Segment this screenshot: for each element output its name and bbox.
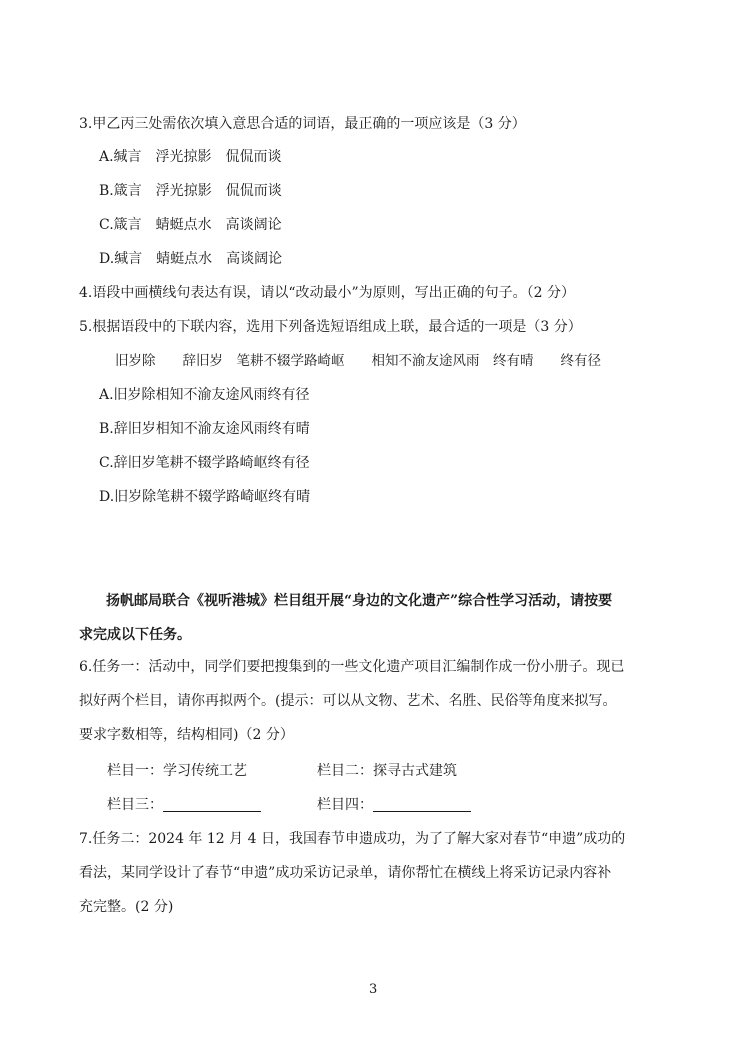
question-5-option-a: A.旧岁除相知不渝友途风雨终有径 bbox=[99, 387, 310, 403]
question-3-option-d: D.缄言 蜻蜓点水 高谈阔论 bbox=[99, 251, 283, 267]
column-4-blank[interactable] bbox=[373, 797, 471, 812]
question-5-option-c: C.辞旧岁笔耕不辍学路崎岖终有径 bbox=[99, 455, 310, 471]
question-5-option-d: D.旧岁除笔耕不辍学路崎岖终有晴 bbox=[99, 489, 311, 505]
question-3-stem: 3.甲乙丙三处需依次填入意思合适的词语，最正确的一项应该是（3 分） bbox=[79, 116, 526, 132]
question-5-candidate-phrases: 旧岁除 辞旧岁 笔耕不辍学路崎岖 相知不渝友途风雨 终有晴 终有径 bbox=[115, 353, 601, 369]
question-3-option-b: B.箴言 浮光掠影 侃侃而谈 bbox=[99, 183, 282, 199]
column-4-label: 栏目四： bbox=[317, 797, 373, 813]
activity-intro-line-1: 扬帆邮局联合《视听港城》栏目组开展“身边的文化遗产”综合性学习活动，请按要 bbox=[106, 593, 613, 609]
question-4-stem: 4.语段中画横线句表达有误，请以“改动最小”为原则，写出正确的句子。（2 分） bbox=[79, 285, 576, 301]
question-6-line-3: 要求字数相等，结构相同)（2 分） bbox=[79, 727, 294, 743]
question-3-option-a: A.缄言 浮光掠影 侃侃而谈 bbox=[99, 149, 282, 165]
question-7-line-1: 7.任务二：2024 年 12 月 4 日，我国春节申遗成功，为了了解大家对春节“申遗”成功的 bbox=[79, 831, 626, 847]
column-3-blank[interactable] bbox=[163, 797, 261, 812]
column-3-field bbox=[107, 795, 261, 815]
question-6-line-2: 拟好两个栏目，请你再拟两个。(提示：可以从文物、艺术、名胜、民俗等角度来拟写。 bbox=[79, 693, 617, 709]
column-3-label: 栏目三： bbox=[107, 797, 163, 813]
column-1: 栏目一：学习传统工艺 bbox=[107, 763, 247, 779]
question-6-line-1: 6.任务一：活动中，同学们要把搜集到的一些文化遗产项目汇编制作成一份小册子。现已 bbox=[79, 659, 625, 675]
question-3-option-c: C.箴言 蜻蜓点水 高谈阔论 bbox=[99, 217, 282, 233]
activity-intro-line-2: 求完成以下任务。 bbox=[79, 627, 191, 643]
question-5-option-b: B.辞旧岁相知不渝友途风雨终有晴 bbox=[99, 421, 310, 437]
column-4-field bbox=[317, 795, 471, 815]
question-7-line-2: 看法，某同学设计了春节“申遗”成功采访记录单，请你帮忙在横线上将采访记录内容补 bbox=[79, 865, 612, 881]
question-5-stem: 5.根据语段中的下联内容，选用下列备选短语组成上联，最合适的一项是（3 分） bbox=[79, 319, 582, 335]
column-2: 栏目二：探寻古式建筑 bbox=[317, 763, 457, 779]
question-7-line-3: 充完整。(2 分) bbox=[79, 899, 174, 915]
page-number: 3 bbox=[369, 982, 378, 997]
